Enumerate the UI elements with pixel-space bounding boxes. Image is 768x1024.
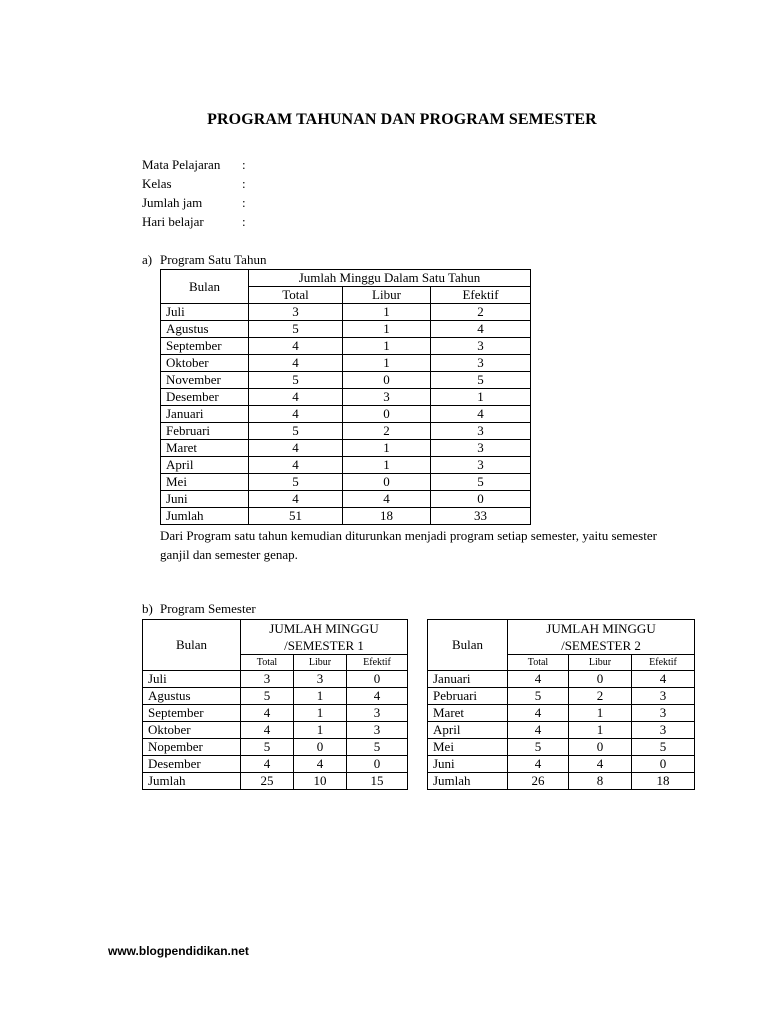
section-b-letter: b) <box>142 601 153 616</box>
table-cell-value: 4 <box>249 457 343 474</box>
table-header-total: Total <box>241 655 294 671</box>
table-cell-value: 0 <box>343 406 431 423</box>
table-row <box>161 474 531 491</box>
table-cell-month: Maret <box>428 705 508 722</box>
table-cell-value: 5 <box>431 372 531 389</box>
table-cell-month: Juni <box>161 491 249 508</box>
table-cell-value: 4 <box>249 406 343 423</box>
table-row <box>428 756 695 773</box>
table-cell-month: Oktober <box>143 722 241 739</box>
table-cell-value: 0 <box>569 739 632 756</box>
table-row <box>161 372 531 389</box>
table-cell-value: 3 <box>294 671 347 688</box>
table-row <box>161 389 531 406</box>
table-cell-value: 4 <box>249 338 343 355</box>
table-cell-value: 33 <box>431 508 531 525</box>
table-row <box>143 739 408 756</box>
table-cell-value: 3 <box>431 355 531 372</box>
semester-2-table <box>427 619 695 790</box>
table-row <box>428 773 695 790</box>
table-cell-value: 3 <box>431 440 531 457</box>
table-row <box>428 722 695 739</box>
annual-program-table <box>160 269 531 525</box>
table-header-total: Total <box>508 655 569 671</box>
table-cell-value: 1 <box>343 321 431 338</box>
paragraph-line: ganjil dan semester genap. <box>160 547 298 562</box>
table-cell-value: 3 <box>632 722 695 739</box>
table-cell-value: 0 <box>431 491 531 508</box>
group-header-line: /SEMESTER 1 <box>284 638 364 653</box>
table-cell-value: 2 <box>431 304 531 321</box>
section-b-heading <box>142 601 256 617</box>
table-row <box>428 688 695 705</box>
table-header-bulan: Bulan <box>143 620 241 671</box>
info-label-kelas: Kelas <box>142 176 172 191</box>
table-cell-value: 18 <box>343 508 431 525</box>
table-cell-value: 5 <box>249 474 343 491</box>
table-cell-value: 51 <box>249 508 343 525</box>
table-row <box>161 440 531 457</box>
table-row <box>161 304 531 321</box>
table-cell-month: Desember <box>161 389 249 406</box>
table-cell-value: 4 <box>294 756 347 773</box>
table-cell-value: 5 <box>241 739 294 756</box>
section-a-label: Program Satu Tahun <box>160 252 267 267</box>
table-cell-value: 5 <box>249 423 343 440</box>
table-cell-value: 1 <box>294 722 347 739</box>
table-cell-value: 5 <box>431 474 531 491</box>
table-cell-value: 4 <box>347 688 408 705</box>
table-cell-month: Oktober <box>161 355 249 372</box>
table-header-libur: Libur <box>343 287 431 304</box>
table-cell-value: 5 <box>347 739 408 756</box>
table-cell-month: Agustus <box>143 688 241 705</box>
info-colon: : <box>242 176 246 191</box>
paragraph-line: Dari Program satu tahun kemudian diturunkan menjadi program setiap semester, yaitu semester <box>160 528 657 543</box>
table-cell-value: 4 <box>241 722 294 739</box>
table-cell-value: 3 <box>343 389 431 406</box>
table-row <box>161 457 531 474</box>
table-cell-month: Jumlah <box>161 508 249 525</box>
table-cell-value: 0 <box>347 756 408 773</box>
table-cell-month: Jumlah <box>143 773 241 790</box>
table-cell-value: 2 <box>343 423 431 440</box>
table-cell-value: 4 <box>508 705 569 722</box>
table-header-group <box>241 620 408 655</box>
info-colon: : <box>242 157 246 172</box>
table-row <box>143 756 408 773</box>
section-b-label: Program Semester <box>160 601 256 616</box>
table-cell-value: 2 <box>569 688 632 705</box>
table-row <box>143 722 408 739</box>
info-label-mata-pelajaran: Mata Pelajaran <box>142 157 221 172</box>
table-cell-value: 25 <box>241 773 294 790</box>
table-cell-value: 1 <box>294 688 347 705</box>
table-cell-value: 1 <box>343 304 431 321</box>
table-cell-value: 26 <box>508 773 569 790</box>
table-cell-month: Desember <box>143 756 241 773</box>
table-row <box>161 491 531 508</box>
table-cell-value: 1 <box>569 705 632 722</box>
table-row <box>161 321 531 338</box>
table-cell-value: 4 <box>249 355 343 372</box>
table-cell-value: 0 <box>347 671 408 688</box>
table-cell-month: Juli <box>143 671 241 688</box>
table-row <box>428 739 695 756</box>
table-row <box>143 705 408 722</box>
table-cell-value: 3 <box>431 457 531 474</box>
table-cell-month: April <box>161 457 249 474</box>
table-cell-value: 4 <box>508 756 569 773</box>
table-cell-value: 0 <box>343 372 431 389</box>
table-cell-value: 5 <box>508 739 569 756</box>
table-cell-value: 5 <box>249 321 343 338</box>
table-cell-month: Nopember <box>143 739 241 756</box>
table-row <box>143 773 408 790</box>
table-cell-value: 3 <box>431 338 531 355</box>
table-cell-value: 1 <box>343 338 431 355</box>
table-cell-month: September <box>161 338 249 355</box>
table-row <box>428 705 695 722</box>
table-cell-value: 1 <box>431 389 531 406</box>
table-cell-month: Agustus <box>161 321 249 338</box>
table-row <box>161 508 531 525</box>
table-header-total: Total <box>249 287 343 304</box>
table-cell-value: 4 <box>508 671 569 688</box>
table-cell-value: 4 <box>241 705 294 722</box>
table-cell-month: Juli <box>161 304 249 321</box>
table-cell-value: 1 <box>294 705 347 722</box>
table-cell-month: Mei <box>161 474 249 491</box>
table-cell-value: 0 <box>569 671 632 688</box>
table-cell-value: 4 <box>249 440 343 457</box>
table-cell-value: 3 <box>249 304 343 321</box>
footer-website: www.blogpendidikan.net <box>108 944 249 958</box>
table-header-libur: Libur <box>569 655 632 671</box>
table-header-libur: Libur <box>294 655 347 671</box>
table-cell-value: 3 <box>241 671 294 688</box>
table-row <box>161 406 531 423</box>
table-cell-value: 1 <box>343 457 431 474</box>
table-cell-value: 4 <box>343 491 431 508</box>
table-cell-value: 0 <box>632 756 695 773</box>
table-cell-value: 1 <box>569 722 632 739</box>
table-cell-value: 5 <box>249 372 343 389</box>
table-header-bulan: Bulan <box>428 620 508 671</box>
table-header-group <box>508 620 695 655</box>
table-cell-value: 1 <box>343 440 431 457</box>
table-cell-value: 15 <box>347 773 408 790</box>
table-cell-value: 1 <box>343 355 431 372</box>
table-cell-value: 0 <box>343 474 431 491</box>
group-header-line: /SEMESTER 2 <box>561 638 641 653</box>
table-cell-value: 3 <box>431 423 531 440</box>
table-header-efektif: Efektif <box>347 655 408 671</box>
table-header-efektif: Efektif <box>431 287 531 304</box>
table-cell-value: 3 <box>347 705 408 722</box>
table-cell-value: 4 <box>431 406 531 423</box>
table-row <box>143 688 408 705</box>
table-cell-month: September <box>143 705 241 722</box>
table-cell-month: Jumlah <box>428 773 508 790</box>
table-cell-value: 4 <box>249 491 343 508</box>
table-cell-month: Januari <box>161 406 249 423</box>
table-cell-month: April <box>428 722 508 739</box>
table-cell-value: 0 <box>294 739 347 756</box>
table-cell-value: 4 <box>632 671 695 688</box>
table-row <box>143 671 408 688</box>
table-cell-value: 3 <box>347 722 408 739</box>
table-header-efektif: Efektif <box>632 655 695 671</box>
table-cell-value: 18 <box>632 773 695 790</box>
table-row <box>428 671 695 688</box>
table-cell-value: 4 <box>508 722 569 739</box>
table-cell-month: Februari <box>161 423 249 440</box>
table-cell-value: 4 <box>569 756 632 773</box>
table-cell-value: 3 <box>632 705 695 722</box>
group-header-line: JUMLAH MINGGU <box>546 621 656 636</box>
page-title: PROGRAM TAHUNAN DAN PROGRAM SEMESTER <box>207 111 597 128</box>
table-cell-month: Januari <box>428 671 508 688</box>
info-label-jumlah-jam: Jumlah jam <box>142 195 203 210</box>
table-cell-value: 4 <box>241 756 294 773</box>
table-cell-month: Juni <box>428 756 508 773</box>
table-cell-month: Pebruari <box>428 688 508 705</box>
section-a-letter: a) <box>142 252 153 267</box>
table-cell-month: November <box>161 372 249 389</box>
table-cell-value: 5 <box>632 739 695 756</box>
table-cell-value: 4 <box>431 321 531 338</box>
table-cell-value: 5 <box>508 688 569 705</box>
paragraph <box>160 526 700 564</box>
info-colon: : <box>242 195 246 210</box>
table-cell-value: 3 <box>632 688 695 705</box>
info-label-hari-belajar: Hari belajar <box>142 214 204 229</box>
table-header-bulan: Bulan <box>161 270 249 304</box>
table-header-group: Jumlah Minggu Dalam Satu Tahun <box>249 270 531 287</box>
table-cell-value: 8 <box>569 773 632 790</box>
table-row <box>161 355 531 372</box>
section-a-heading <box>142 252 266 268</box>
semester-1-table <box>142 619 408 790</box>
table-row <box>161 338 531 355</box>
table-row <box>161 423 531 440</box>
table-cell-value: 5 <box>241 688 294 705</box>
table-cell-value: 10 <box>294 773 347 790</box>
table-cell-month: Mei <box>428 739 508 756</box>
info-colon: : <box>242 214 246 229</box>
table-cell-value: 4 <box>249 389 343 406</box>
group-header-line: JUMLAH MINGGU <box>269 621 379 636</box>
table-cell-month: Maret <box>161 440 249 457</box>
